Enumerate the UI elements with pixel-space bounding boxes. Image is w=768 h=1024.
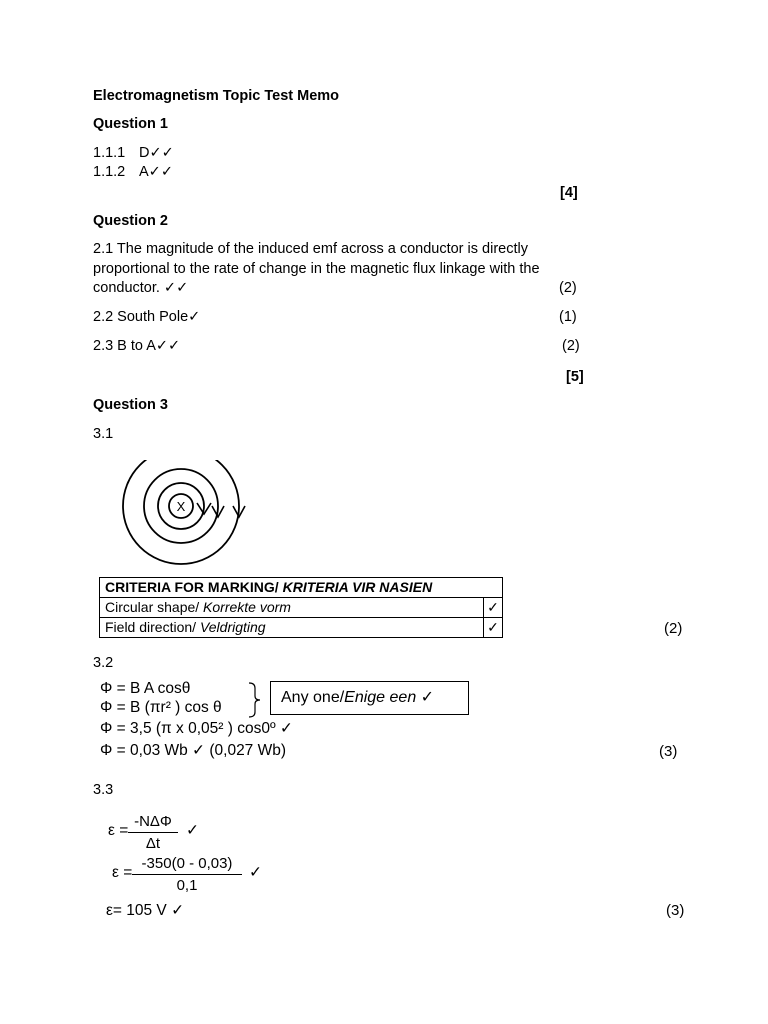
page-title: Electromagnetism Topic Test Memo <box>93 88 340 104</box>
answer-2-1-line-3: conductor. ✓✓ <box>93 280 189 296</box>
answer-2-2-marks: (1) <box>559 309 577 325</box>
answer-2-1-line-1: 2.1 The magnitude of the induced emf across a conductor is directly <box>93 241 528 257</box>
part-3-3-marks: (3) <box>666 902 685 919</box>
check-icon: ✓ <box>484 598 503 618</box>
part-3-2-label: 3.2 <box>93 655 114 671</box>
question-1-heading: Question 1 <box>93 116 168 132</box>
magnetic-field-diagram <box>115 460 255 565</box>
answer-1-1-2: A✓✓ <box>139 164 173 180</box>
any-one-box: Any one/Enige een ✓ <box>270 681 469 715</box>
criteria-label: Circular shape/ Korrekte vorm <box>100 598 484 618</box>
check-icon: ✓ <box>484 618 503 638</box>
equation-flux-substitution: Φ = 3,5 (π x 0,05² ) cos0º ✓ <box>100 720 293 737</box>
part-3-1-marks: (2) <box>664 620 683 637</box>
part-3-1-label: 3.1 <box>93 426 114 442</box>
equation-flux-area: Φ = B (πr² ) cos θ <box>100 699 222 716</box>
answer-2-1-line-2: proportional to the rate of change in the magnetic flux linkage with the <box>93 261 540 277</box>
emf-substitution-numerator: -350(0 - 0,03) <box>141 855 233 872</box>
emf-substitution-denominator: 0,1 <box>176 877 198 894</box>
criteria-label: Field direction/ Veldrigting <box>100 618 484 638</box>
equation-flux-result: Φ = 0,03 Wb ✓ (0,027 Wb) <box>100 742 287 759</box>
answer-2-2: 2.2 South Pole✓ <box>93 309 201 325</box>
conductor-label: X <box>176 499 186 514</box>
criteria-row <box>100 598 503 618</box>
answer-2-3-marks: (2) <box>562 338 580 354</box>
criteria-table <box>99 577 503 638</box>
answer-2-3: 2.3 B to A✓✓ <box>93 338 181 354</box>
question-2-total: [5] <box>566 369 584 385</box>
answer-1-1-1-number: 1.1.1 <box>93 145 126 161</box>
emf-substitution-fraction <box>132 854 242 895</box>
question-3-heading: Question 3 <box>93 397 168 413</box>
criteria-row <box>100 618 503 638</box>
emf-substitution-lhs: ε = <box>112 864 133 881</box>
emf-denominator: Δt <box>145 835 161 852</box>
equation-flux-definition: Φ = B A cosθ <box>100 680 191 697</box>
answer-1-1-1: D✓✓ <box>139 145 174 161</box>
check-icon: ✓ <box>186 822 199 839</box>
answer-2-1-marks: (2) <box>559 280 577 296</box>
fraction-bar <box>128 832 178 833</box>
brace-icon <box>247 682 263 718</box>
criteria-header-row <box>100 578 503 598</box>
part-3-2-marks: (3) <box>659 743 678 760</box>
answer-1-1-2-number: 1.1.2 <box>93 164 126 180</box>
question-1-total: [4] <box>560 185 578 201</box>
emf-fraction <box>128 812 178 853</box>
emf-numerator: -NΔΦ <box>134 813 172 830</box>
criteria-header: CRITERIA FOR MARKING/ KRITERIA VIR NASIEN <box>100 578 503 598</box>
emf-lhs: ε = <box>108 822 129 839</box>
part-3-3-label: 3.3 <box>93 782 114 798</box>
emf-result: ε= 105 V ✓ <box>106 902 185 919</box>
check-icon: ✓ <box>249 864 262 881</box>
fraction-bar <box>132 874 242 875</box>
question-2-heading: Question 2 <box>93 213 168 229</box>
